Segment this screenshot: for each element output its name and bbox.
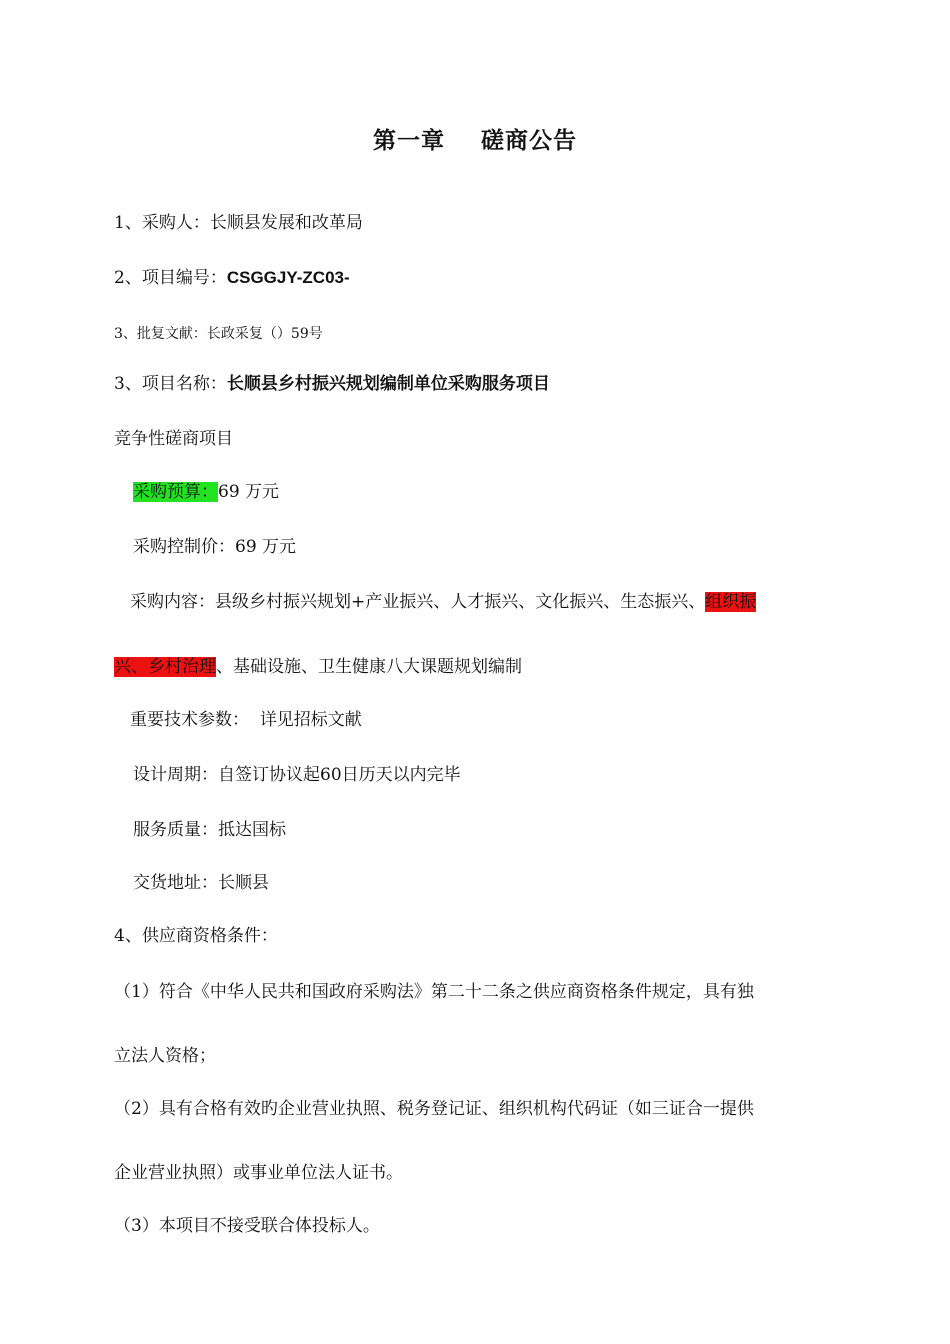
- procurement-method: 竞争性磋商项目: [114, 429, 233, 449]
- content-text-2: 、基础设施、卫生健康八大课题规划编制: [216, 657, 522, 677]
- approval-line: [114, 322, 323, 346]
- delivery-value: 长顺县: [218, 873, 269, 893]
- budget-line: [133, 480, 279, 504]
- budget-value: 69 万元: [218, 482, 280, 502]
- design-period-label: 设计周期：: [133, 765, 218, 785]
- purchaser-label: 1、采购人：: [114, 213, 210, 233]
- approval-value: 长政采复（）59号: [206, 326, 323, 342]
- content-text-1: 采购内容：县级乡村振兴规划+产业振兴、人才振兴、文化振兴、生态振兴、: [130, 592, 706, 612]
- qualification-item-1-line-1: （1）符合《中华人民共和国政府采购法》第二十二条之供应商资格条件规定，具有独: [114, 982, 754, 1002]
- content-line-2: [114, 655, 522, 679]
- tech-params-label: 重要技术参数：: [130, 710, 249, 730]
- control-price-value: 69 万元: [235, 537, 297, 557]
- project-name-label: 3、项目名称：: [114, 374, 227, 394]
- purchaser-line: [114, 211, 363, 235]
- chapter-title: 第一章 磋商公告: [372, 128, 578, 154]
- qualification-heading: 4、供应商资格条件：: [114, 926, 278, 946]
- tech-params-value: 详见招标文献: [259, 710, 362, 730]
- approval-label: 3、批复文献：: [114, 326, 207, 342]
- content-line-1: [130, 590, 756, 614]
- project-number-value: CSGGJY-ZC03-: [226, 268, 350, 287]
- purchaser-value: 长顺县发展和改革局: [209, 213, 363, 233]
- project-number-line: [114, 266, 350, 290]
- control-price-line: [133, 535, 296, 559]
- project-number-label: 2、项目编号：: [114, 268, 227, 288]
- design-period-line: [133, 763, 461, 787]
- control-price-label: 采购控制价：: [133, 537, 235, 557]
- service-quality-label: 服务质量：: [133, 820, 218, 840]
- qualification-item-1-line-2: 立法人资格；: [114, 1046, 216, 1066]
- service-quality-line: [133, 818, 286, 842]
- delivery-label: 交货地址：: [133, 873, 218, 893]
- delivery-line: [133, 871, 269, 895]
- project-name-line: [114, 372, 550, 396]
- qualification-item-3: （3）本项目不接受联合体投标人。: [114, 1216, 380, 1236]
- service-quality-value: 抵达国标: [218, 820, 286, 840]
- tech-params-line: [130, 708, 362, 732]
- qualification-item-2-line-1: （2）具有合格有效旳企业营业执照、税务登记证、组织机构代码证（如三证合一提供: [114, 1099, 754, 1119]
- design-period-value: 自签订协议起60日历天以内完毕: [218, 765, 461, 785]
- content-highlight-2: 兴、乡村治理: [114, 657, 216, 677]
- budget-label: 采购预算：: [133, 482, 218, 502]
- project-name-value: 长顺县乡村振兴规划编制单位采购服务项目: [226, 374, 550, 394]
- content-highlight-1: 组织振: [705, 592, 757, 612]
- qualification-item-2-line-2: 企业营业执照）或事业单位法人证书。: [114, 1163, 403, 1183]
